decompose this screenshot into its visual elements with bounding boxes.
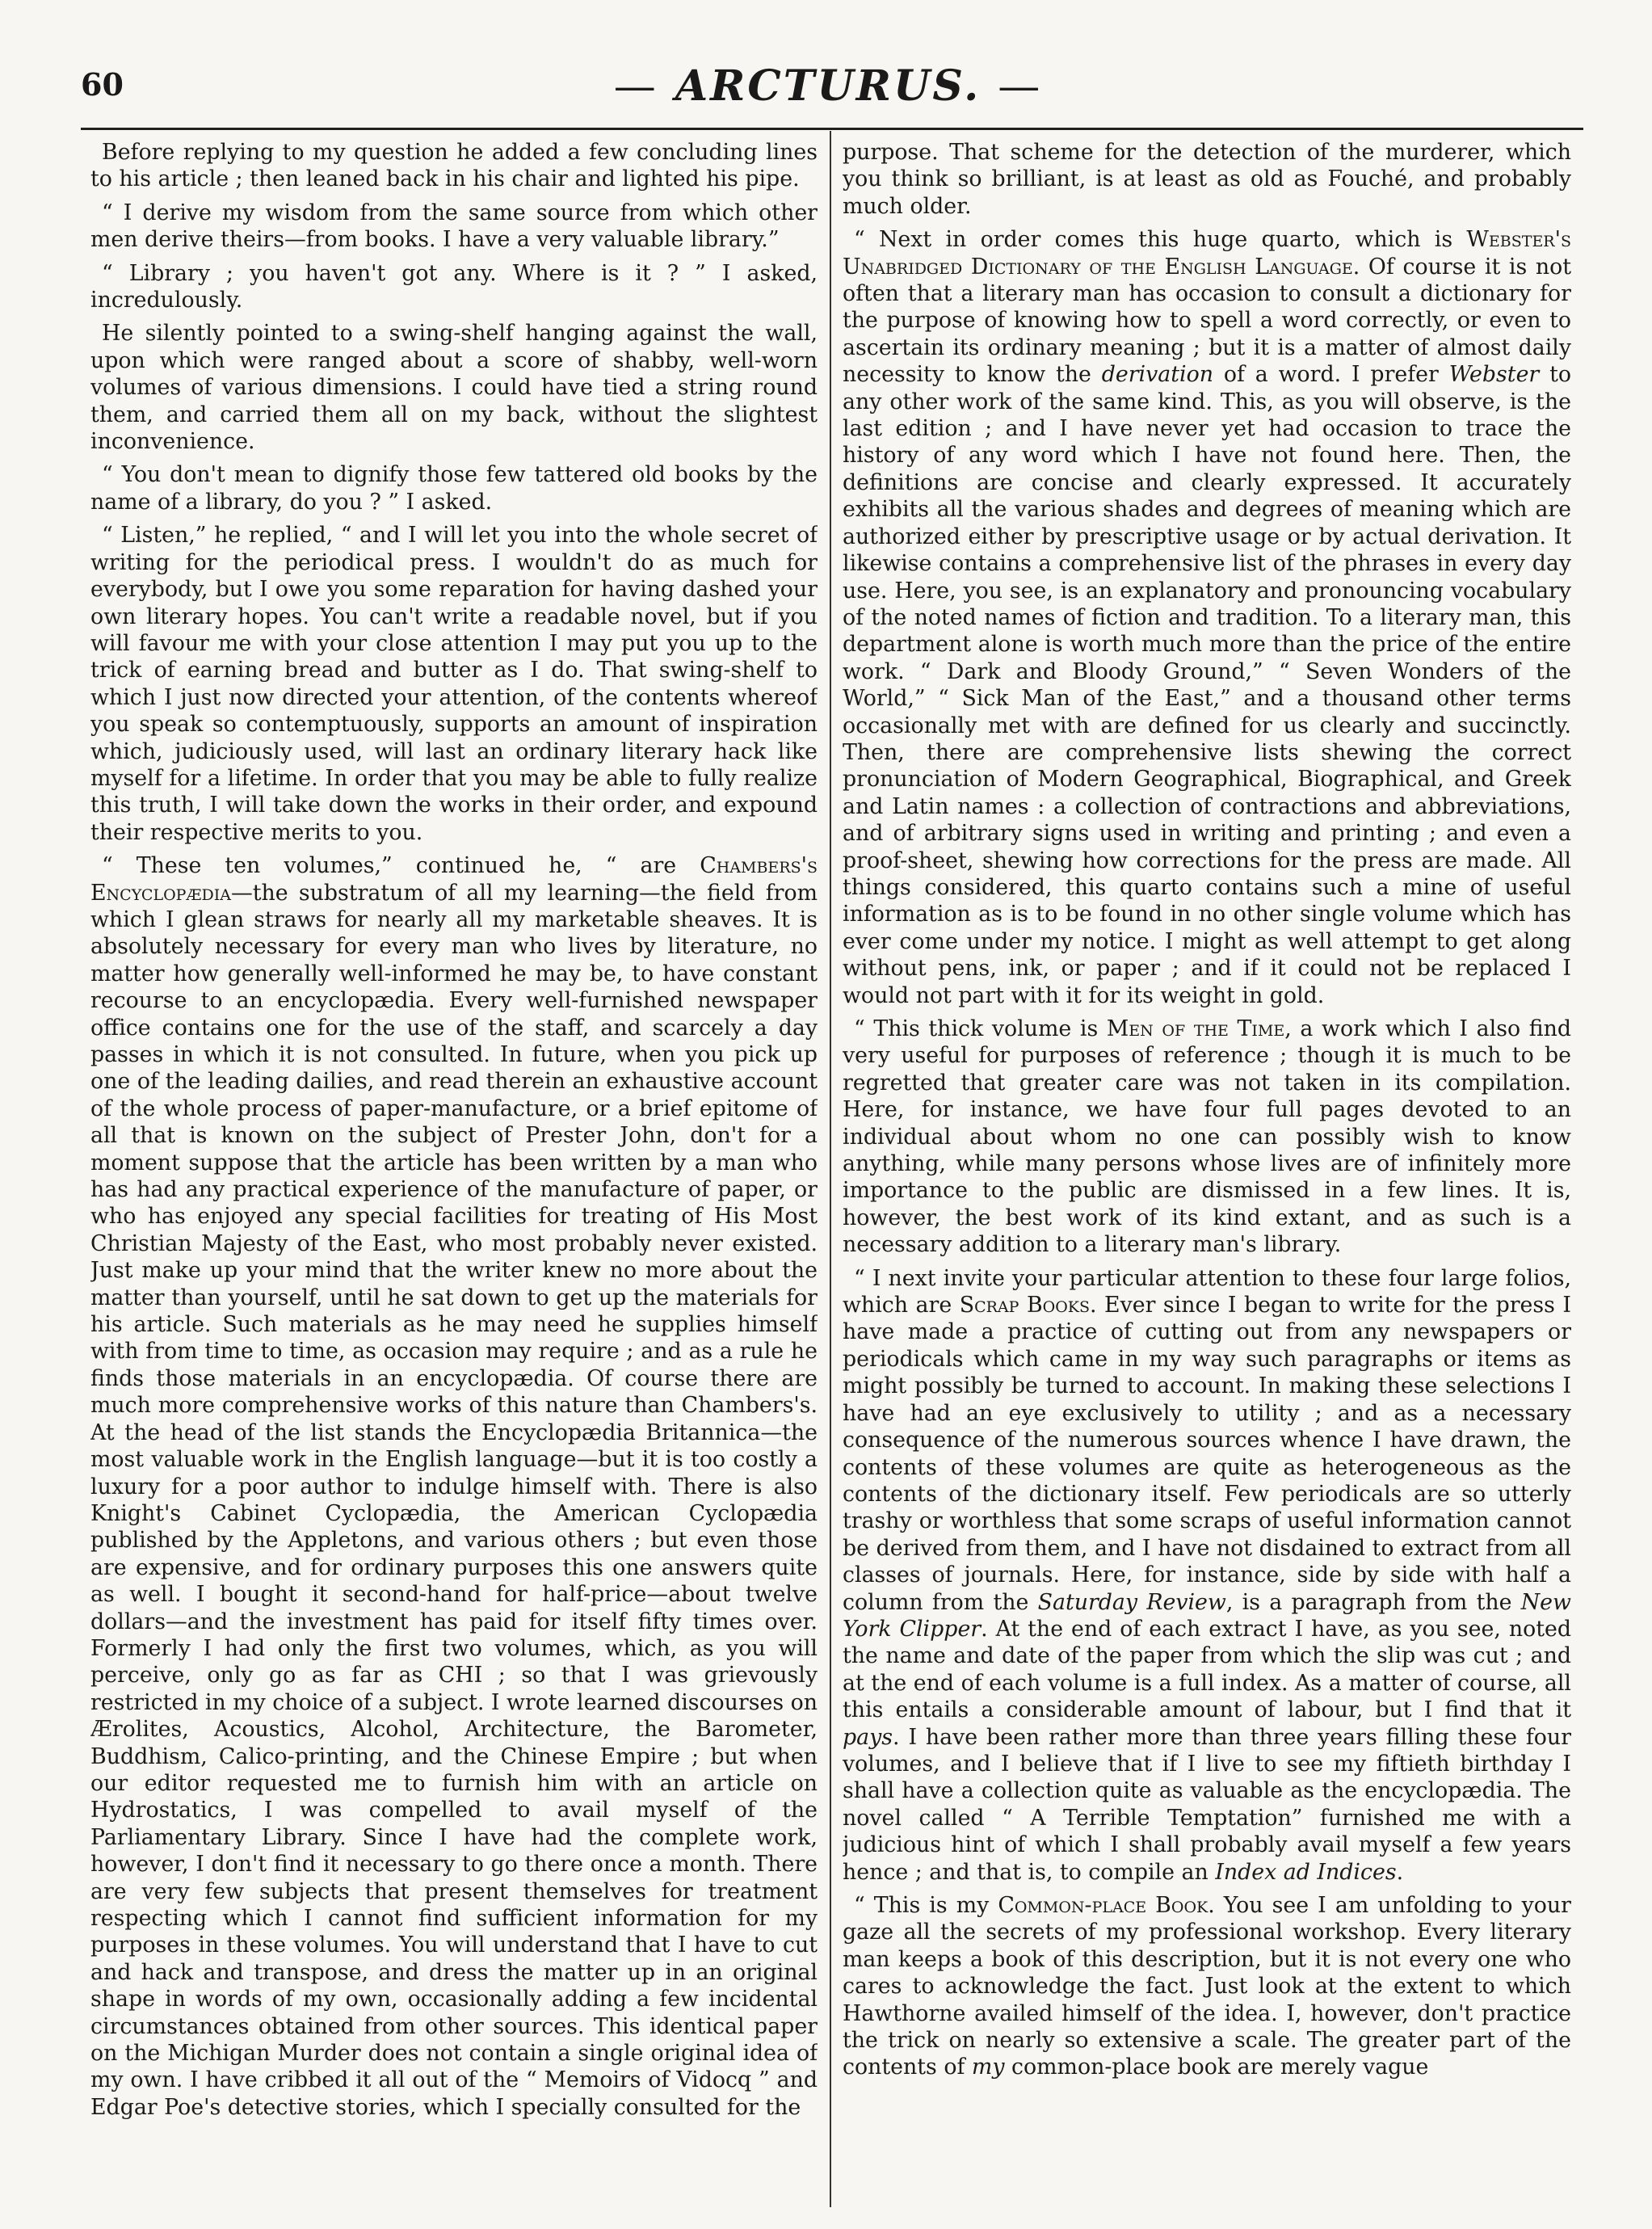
text-run: . Of course it is not often that a literary man has occasion to consult a dictionary for the purpose of knowing how to spell a word correctly, or even to ascertain its ordinary meaning ; but it is a matter of almost daily necessity to know the [843,254,1571,388]
paragraph [843,1016,1571,1259]
text-run: , a work which I also find very useful for purposes of reference ; though it is much to be regretted that greater care was not taken in its compilation. Here, for instance, we have four full pages devoted to an individual about whom no one can possibly wish to know anything, while many persons whose lives are of infinitely more importance to the public are dismissed in a few lines. It is, however, the best work of its kind extant, and as such is a necessary addition to a literary man's library. [843,1016,1571,1258]
left-column [90,139,818,2199]
italic-text: Index ad Indices [1215,1859,1397,1885]
page-number: 60 [81,66,124,103]
work-title: Common-place Book [998,1893,1209,1918]
journal-title-line [81,61,1575,111]
text-run: —the substratum of all my learning—the field from which I glean straws for nearly all my marketable sheaves. It is absolutely necessary for every man who lives by literature, no matter how generally well-informed he may be, to have constant recourse to an encyclopædia. Every well-furnished newspaper office contains one for the use of the staff, and scarcely a day passes in which it is not consulted. In future, when you pick up one of the leading dailies, and read therein an exhaustive account of the whole process of paper-manufacture, or a brief epitome of all that is known on the subject of Prester John, don't for a moment suppose that the article has been written by a man who has had any practical experience of the manufacture of paper, or who has enjoyed any special facilities for treating of His Most Christian Majesty of the East, who most probably never existed. Just make up your mind that the writer knew no more about the matter than yourself, until he sat down to get up the materials for his article. Such materials as he may need he supplies himself with from time to time, as occasion may require ; and as a rule he finds those materials in an encyclopædia. Of course there are much more comprehensive works of this nature than Chambers's. At the head of the list stands the Encyclopædia Britannica—the most valuable work in the English language—but it is too costly a luxury for a poor author to indulge himself with. There is also Knight's Cabinet Cyclopædia, the American Cyclopædia published by the Appletons, and various others ; but even those are expensive, and for ordinary purposes this one answers quite as well. I bought it second-hand for half-price—about twelve dollars—and the investment has paid for itself fifty times over. Formerly I had only the first two volumes, which, as you will perceive, only go as far as CHI ; so that I was grievously restricted in my choice of a subject. I wrote learned discourses on Ærolites, Acoustics, Alcohol, Architecture, the Barometer, Buddhism, Calico-printing, and the Chinese Empire ; but when our editor requested me to furnish him with an article on Hydrostatics, I was compelled to avail myself of the Parliamentary Library. Since I have had the complete work, however, I don't find it necessary to go there once a month. There are very few subjects that present themselves for treatment respecting which I cannot find sufficient information for my purposes in these volumes. You will understand that I have to cut and hack and transpose, and dress the matter up in an original shape in words of my own, occasionally adding a few incidental circumstances obtained from other sources. This identical paper on the Michigan Murder does not contain a single original idea of my own. I have cribbed it all out of the “ Memoirs of Vidocq ” and Edgar Poe's detective stories, which I specially consulted for the [90,880,818,2120]
header-rule [81,128,1583,130]
italic-text: Saturday Review [1037,1589,1226,1615]
work-title: Men of the Time [1106,1016,1285,1041]
paragraph: Before replying to my question he added a few concluding lines to his article ; then leaned back in his chair and lighted his pipe. [90,140,818,192]
paragraph [843,1265,1571,1886]
work-title: Chambers's Encyclopædia [90,853,818,906]
text-run: . Ever since I began to write for the press I have made a practice of cutting out from any newspapers or periodicals which came in my way such paragraphs or items as might possibly be turned to account. In making these selections I have had an eye exclusively to utility ; and as a necessary consequence of the numerous sources whence I have drawn, the contents of these volumes are quite as heterogeneous as the contents of the dictionary itself. Few periodicals are so utterly trashy or worthless that some scraps of useful information cannot be derived from them, and I have not disdained to extract from all classes of journals. Here, for instance, side by side with half a column from the [843,1293,1571,1615]
right-column [843,139,1571,2199]
text-run: . I have been rather more than three years filling these four volumes, and I believe that if I live to see my fiftieth birthday I shall have a collection quite as valuable as the encyclopædia. The novel called “ A Terrible Temptation” furnished me with a judicious hint of which I shall probably avail myself a few years hence ; and that is, to compile an [843,1724,1571,1885]
paragraph: “ Library ; you haven't got any. Where is it ? ” I asked, incredulously. [90,260,818,313]
text-run: to any other work of the same kind. This, as you will observe, is the last edition ; and I have never yet had occasion to trace the history of any word which I have not found here. Then, the definitions are concise and clearly expressed. It accurately exhibits all the various shades and degrees of meaning which are authorized either by prescriptive usage or by actual derivation. It likewise contains a comprehensive list of the phrases in every day use. Here, you see, is an explanatory and pronouncing vocabulary of the noted names of fiction and tradition. To a literary man, this department alone is worth much more than the price of the entire work. “ Dark and Bloody Ground,” “ Seven Wonders of the World,” “ Sick Man of the East,” and a thousand other terms occasionally met with are defined for us clearly and succinctly. Then, there are comprehensive lists shewing the correct pronunciation of Modern Geographical, Biographical, and Greek and Latin names : a collection of contractions and abbreviations, and of arbitrary signs used in writing and printing ; and even a proof-sheet, shewing how corrections for the press are made. All things considered, this quarto contains such a mine of useful information as is to be found in no other single volume which has ever come under my notice. I might as well attempt to get along without pens, ink, or paper ; and if it could not be replaced I would not part with it for its weight in gold. [843,362,1571,1008]
italic-text: derivation [1101,362,1213,388]
text-run: “ This thick volume is [854,1016,1107,1041]
column-divider [830,131,831,2207]
paragraph: He silently pointed to a swing-shelf hanging against the wall, upon which were ranged about a score of shabby, well-worn volumes of various dimensions. I could have tied a string round them, and carried them all on my back, without the slightest inconvenience. [90,321,818,455]
text-run: “ These ten volumes,” continued he, “ are [102,853,700,879]
italic-text: Webster [1448,362,1540,388]
text-run: common-place book are merely vague [1004,2054,1429,2080]
text-run: “ This is my [854,1893,998,1918]
text-run: . [1396,1859,1404,1885]
paragraph [90,852,818,2121]
paragraph: “ Listen,” he replied, “ and I will let you into the whole secret of writing for the periodical press. I wouldn't do as much for everybody, but I owe you some reparation for having dashed your own literary hopes. You can't write a readable novel, but if you will favour me with your close attention I may put you up to the trick of earning bread and butter as I do. That swing-shelf to which I just now directed your attention, of the contents whereof you speak so contemptuously, supports an amount of inspiration which, judiciously used, will last an ordinary literary hack like myself for a lifetime. In order that you may be able to fully realize this truth, I will take down the works in their order, and expound their respective merits to you. [90,523,818,845]
title-dash-right: — [998,62,1043,111]
paragraph: “ I derive my wisdom from the same source from which other men derive theirs—from books. I have a very valuable library.” [90,200,818,253]
work-title: Scrap Books [959,1293,1090,1318]
paragraph [843,226,1571,1009]
text-run: . You see I am unfolding to your gaze all the secrets of my professional workshop. Every literary man keeps a book of this description, but it is not every one who cares to acknowledge the fact. Just look at the extent to which Hawthorne availed himself of the idea. I, however, don't practice the trick on nearly so extensive a scale. The greater part of the contents of [843,1893,1571,2080]
page-header [81,61,1575,131]
work-title: Webster's Unabridged Dictionary of the English Language [843,227,1571,280]
journal-title: ARCTURUS. [675,61,982,111]
text-run: “ I next invite your particular attention to these four large folios, which are [843,1265,1571,1318]
text-run: , is a paragraph from the [1225,1589,1521,1615]
title-dash-left: — [613,62,658,111]
paragraph: purpose. That scheme for the detection of the murderer, which you think so brilliant, is at least as old as Fouché, and probably much older. [843,140,1571,219]
italic-text: New York Clipper [843,1589,1571,1642]
italic-text: pays [843,1724,893,1750]
text-run: “ Next in order comes this huge quarto, which is [854,227,1467,253]
italic-text: my [971,2054,1005,2080]
text-run: of a word. I prefer [1213,362,1449,388]
paragraph: “ You don't mean to dignify those few tattered old books by the name of a library, do you ? ” I asked. [90,462,818,515]
paragraph [843,1892,1571,2081]
text-run: . At the end of each extract I have, as you see, noted the name and date of the paper from which the slip was cut ; and at the end of each volume is a full index. As a matter of course, all this entails a considerable amount of labour, but I find that it [843,1616,1571,1723]
